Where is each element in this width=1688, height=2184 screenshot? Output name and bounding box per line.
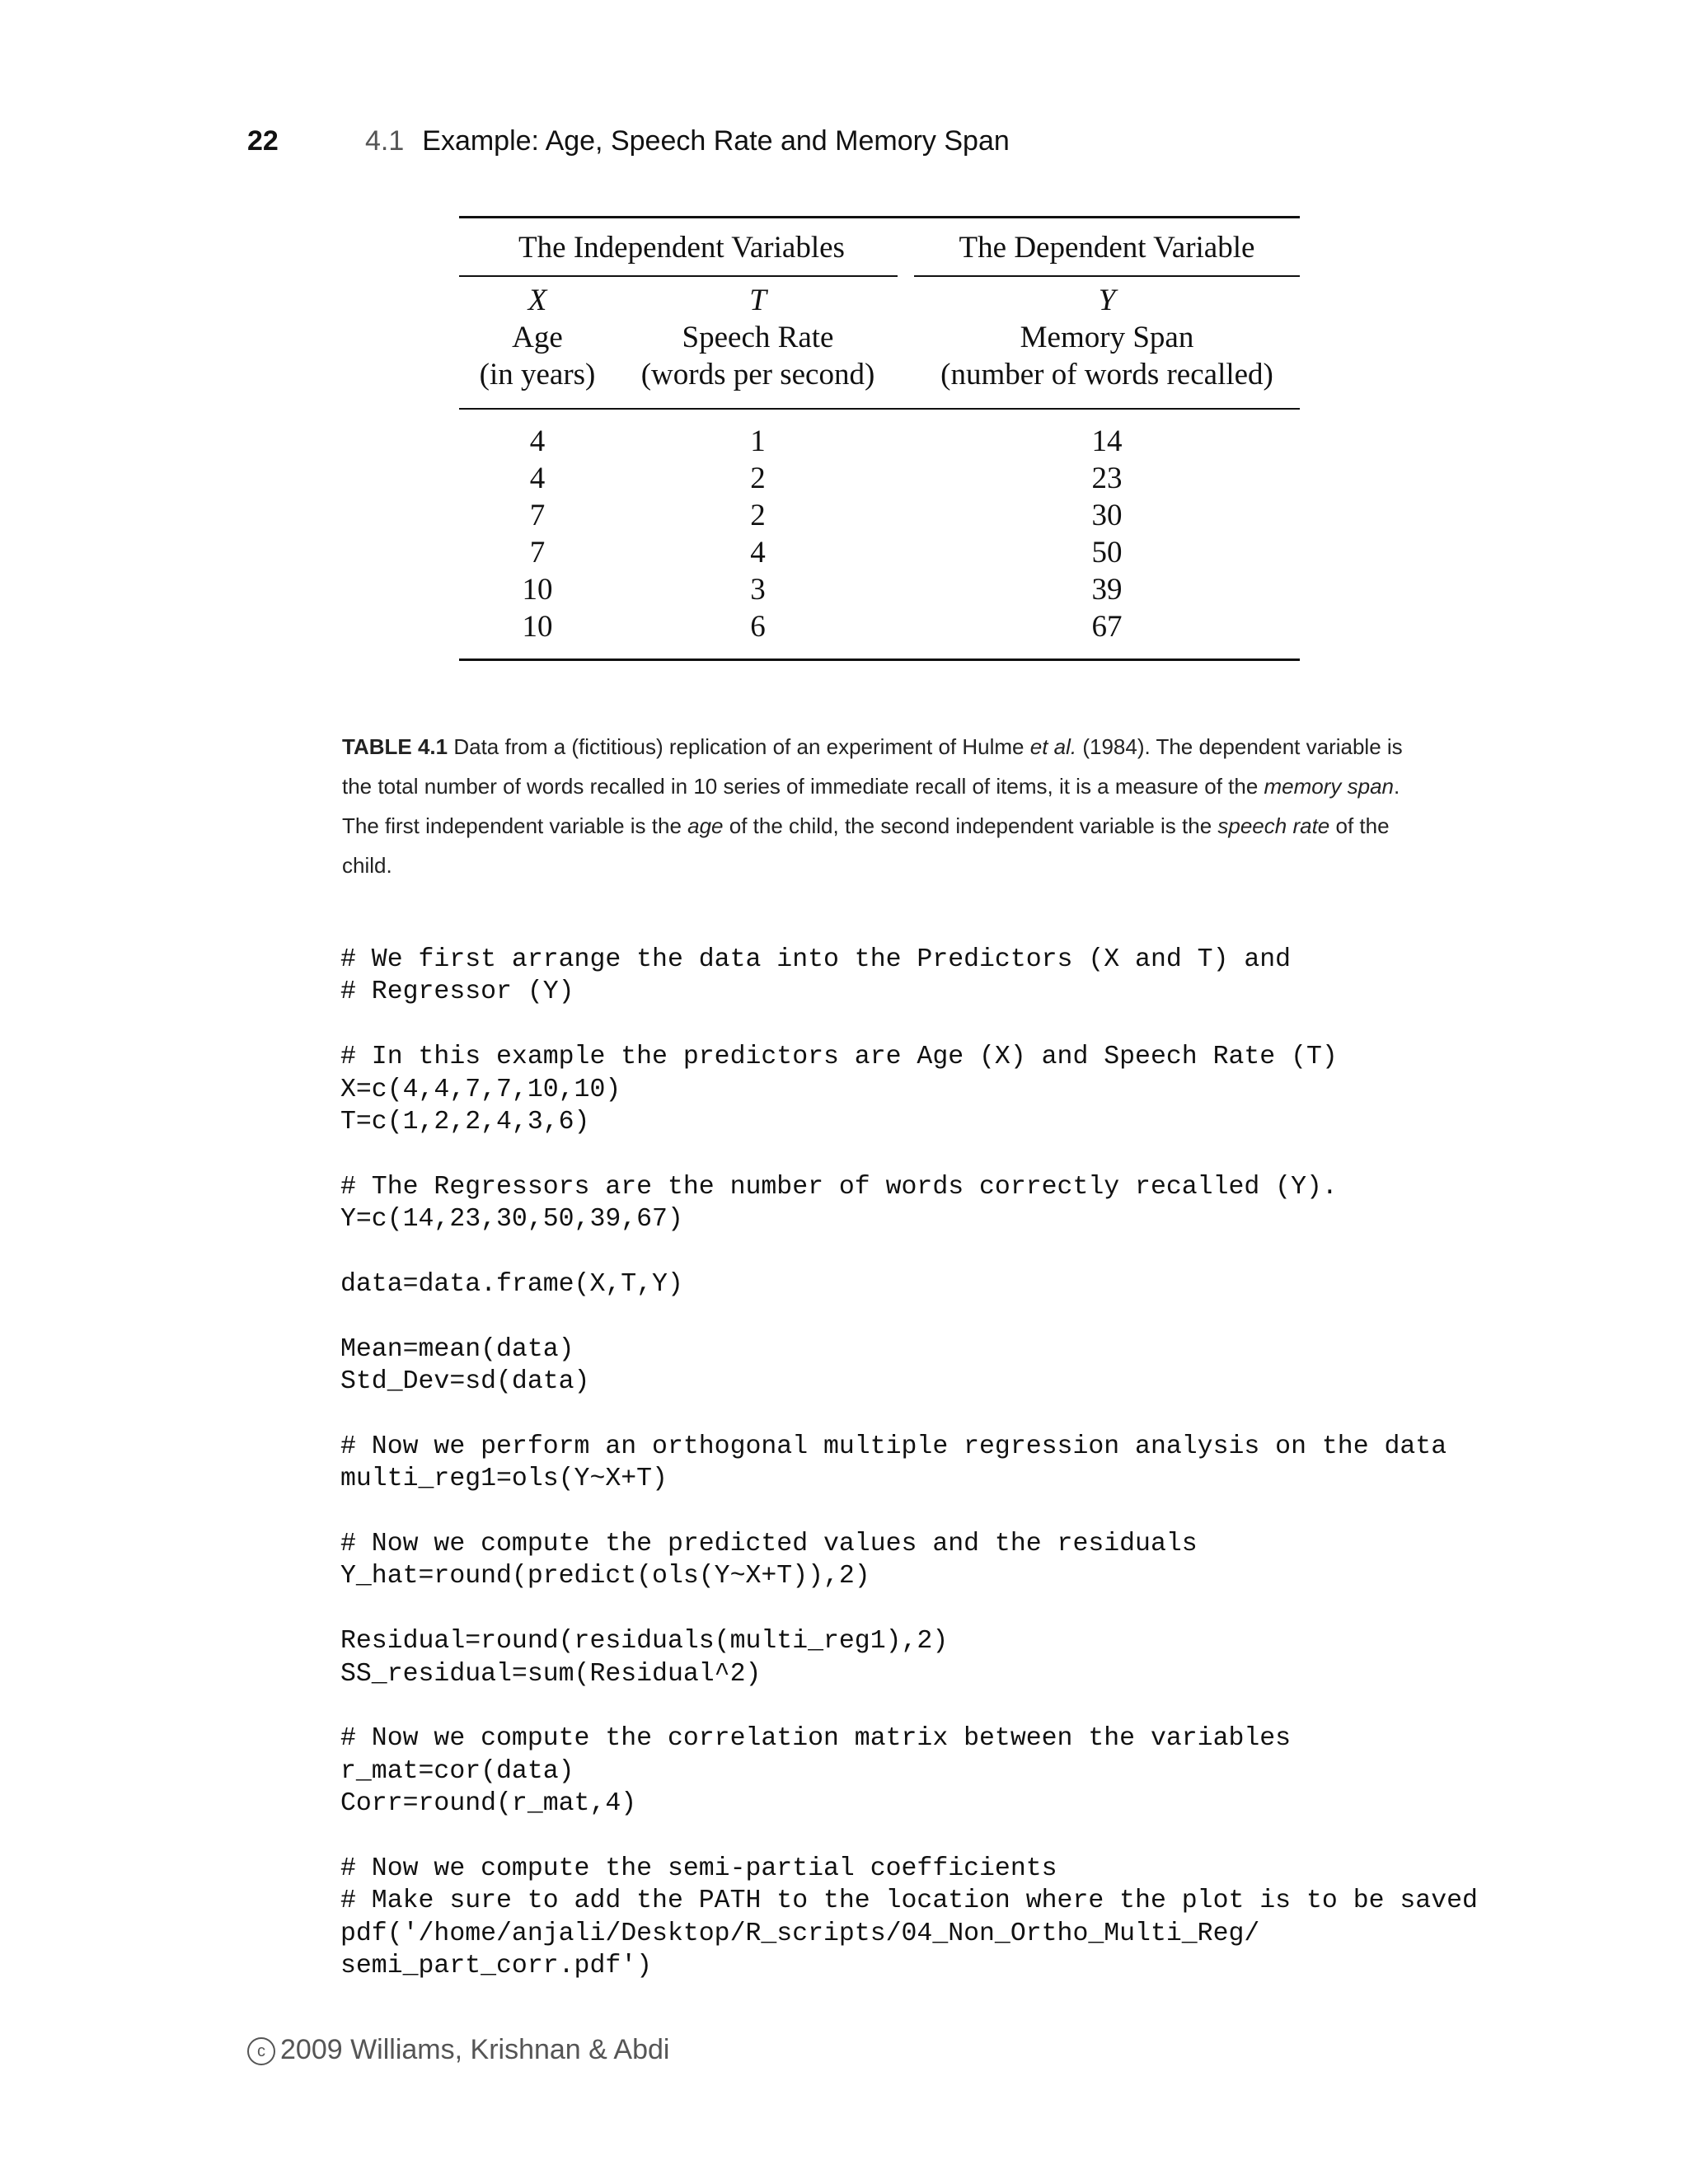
column-symbol-y: Y — [1098, 284, 1116, 317]
caption-label: TABLE 4.1 — [342, 734, 448, 759]
page-number: 22 — [247, 125, 279, 157]
table-cell: 23 — [1091, 462, 1123, 495]
table-cell: 30 — [1091, 499, 1123, 532]
code-line: # The Regressors are the number of words correctly recalled (Y). — [340, 1172, 1338, 1202]
table-top-rule — [459, 216, 1300, 218]
table-cell: 2 — [750, 499, 766, 532]
code-block — [340, 944, 1478, 1983]
code-line — [340, 1236, 1478, 1268]
code-line: # Make sure to add the PATH to the location where the plot is to be saved — [340, 1886, 1478, 1916]
independent-group-rule — [459, 275, 898, 277]
code-line: SS_residual=sum(Residual^2) — [340, 1659, 762, 1689]
code-line: # Now we compute the predicted values and the residuals — [340, 1530, 1198, 1559]
section-number: 4.1 — [365, 125, 405, 157]
table-cell: 50 — [1091, 536, 1123, 569]
column-unit-age: (in years) — [479, 358, 596, 391]
code-line: multi_reg1=ols(Y~X+T) — [340, 1465, 668, 1494]
code-line: data=data.frame(X,T,Y) — [340, 1269, 683, 1299]
section-title: Example: Age, Speech Rate and Memory Span — [422, 125, 1010, 157]
column-name-speech-rate: Speech Rate — [682, 321, 834, 354]
header-bottom-rule — [459, 408, 1300, 410]
table-cell: 10 — [522, 610, 553, 644]
code-line: # Now we compute the correlation matrix between the variables — [340, 1724, 1292, 1754]
table-bottom-rule — [459, 658, 1300, 661]
code-line: Y_hat=round(predict(ols(Y~X+T)),2) — [340, 1562, 870, 1591]
caption-text: of the child, the second independent variable is the — [723, 813, 1218, 838]
table-cell: 14 — [1091, 424, 1123, 458]
code-line: # Now we perform an orthogonal multiple regression analysis on the data — [340, 1432, 1447, 1461]
caption-age: age — [687, 813, 724, 838]
code-line: # In this example the predictors are Age (X) and Speech Rate (T) — [340, 1043, 1338, 1072]
code-line — [340, 1496, 1478, 1528]
code-line: Corr=round(r_mat,4) — [340, 1789, 637, 1819]
code-line: # Regressor (Y) — [340, 977, 574, 1007]
code-line: Std_Dev=sd(data) — [340, 1367, 590, 1397]
table-cell: 4 — [529, 462, 546, 495]
table-cell: 7 — [529, 536, 546, 569]
code-line — [340, 1009, 1478, 1041]
code-line: Mean=mean(data) — [340, 1334, 574, 1364]
table-cell: 6 — [750, 610, 766, 644]
caption-speech-rate: speech rate — [1217, 813, 1330, 838]
code-line — [340, 1138, 1478, 1170]
code-line — [340, 1398, 1478, 1430]
table-cell: 3 — [750, 573, 766, 607]
table-cell: 4 — [529, 424, 546, 458]
code-line: # Now we compute the semi-partial coefficients — [340, 1854, 1057, 1883]
copyright-icon: c — [247, 2037, 275, 2065]
footer-text: 2009 Williams, Krishnan & Abdi — [280, 2034, 670, 2065]
table-cell: 7 — [529, 499, 546, 532]
column-symbol-x: X — [528, 284, 547, 317]
table-cell: 1 — [750, 424, 766, 458]
table-cell: 4 — [750, 536, 766, 569]
table-cell: 10 — [522, 573, 553, 607]
caption-text: (1984). The dependent variable is the total number of words recalled in 10 series of immediate recall of items, it is a measure of the — [342, 734, 1403, 799]
caption-etal: et al. — [1029, 734, 1077, 759]
running-head — [365, 125, 1010, 157]
table-caption — [342, 727, 1438, 885]
code-line — [340, 1301, 1478, 1333]
code-line: pdf('/home/anjali/Desktop/R_scripts/04_Non_Ortho_Multi_Reg/ — [340, 1919, 1260, 1948]
caption-text: . The first independent variable is the — [342, 774, 1400, 838]
group-header-independent: The Independent Variables — [518, 231, 845, 265]
table-cell: 2 — [750, 462, 766, 495]
code-line: Residual=round(residuals(multi_reg1),2) — [340, 1627, 949, 1657]
column-name-memory-span: Memory Span — [1020, 321, 1194, 354]
column-name-age: Age — [512, 321, 563, 354]
table-cell: 39 — [1091, 573, 1123, 607]
table-cell: 67 — [1091, 610, 1123, 644]
caption-text: Data from a (fictitious) replication of an experiment of Hulme — [448, 734, 1030, 759]
group-header-dependent: The Dependent Variable — [959, 231, 1255, 265]
code-line: T=c(1,2,2,4,3,6) — [340, 1107, 590, 1137]
code-line: Y=c(14,23,30,50,39,67) — [340, 1205, 683, 1235]
code-line — [340, 1593, 1478, 1625]
code-line: r_mat=cor(data) — [340, 1756, 574, 1786]
column-unit-speech-rate: (words per second) — [640, 358, 875, 391]
data-table — [459, 216, 1300, 661]
code-line — [340, 1821, 1478, 1853]
code-line: # We first arrange the data into the Predictors (X and T) and — [340, 945, 1292, 974]
dependent-group-rule — [914, 275, 1300, 277]
caption-text: of the child. — [342, 813, 1390, 878]
footer — [247, 2034, 669, 2066]
column-unit-memory-span: (number of words recalled) — [940, 358, 1273, 391]
caption-memory-span: memory span — [1264, 774, 1395, 799]
code-line: X=c(4,4,7,7,10,10) — [340, 1075, 621, 1104]
column-symbol-t: T — [749, 284, 767, 317]
code-line: semi_part_corr.pdf') — [340, 1952, 653, 1981]
code-line — [340, 1690, 1478, 1722]
